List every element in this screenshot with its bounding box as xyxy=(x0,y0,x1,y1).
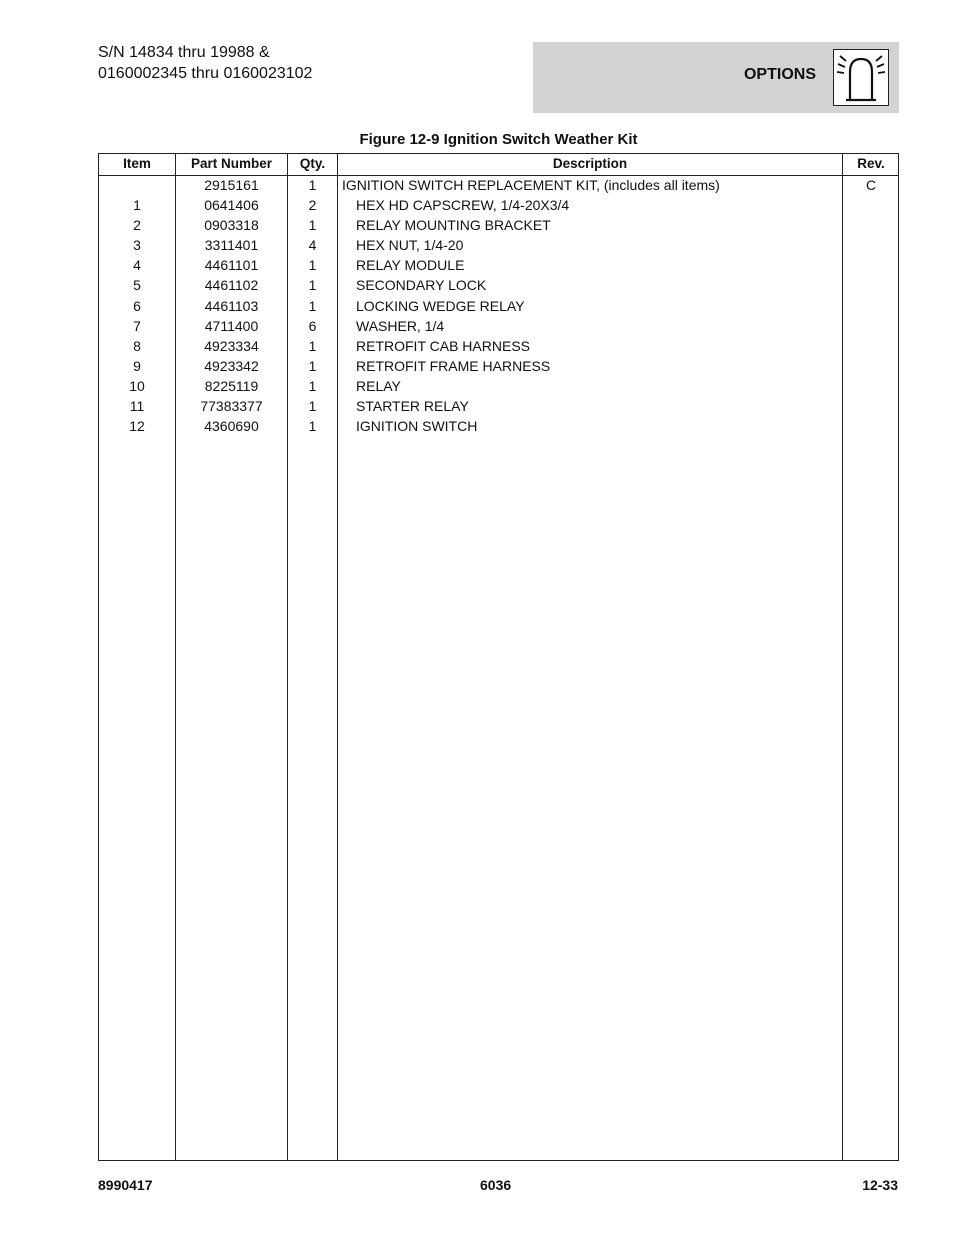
figure-title: Figure 12-9 Ignition Switch Weather Kit xyxy=(359,131,638,148)
cell-item: 6 xyxy=(133,297,141,314)
cell-part-number: 8225119 xyxy=(204,377,259,394)
cell-description: SECONDARY LOCK xyxy=(356,277,487,294)
column-header-item: Item xyxy=(123,156,151,171)
section-banner xyxy=(533,42,899,113)
table-row xyxy=(99,417,898,437)
column-header-rev: Rev. xyxy=(857,156,885,171)
cell-item: 12 xyxy=(129,418,145,435)
cell-item: 4 xyxy=(133,257,141,274)
cell-description: HEX NUT, 1/4-20 xyxy=(356,237,464,254)
table-row xyxy=(99,276,898,296)
footer-manual-number: 8990417 xyxy=(98,1177,153,1193)
cell-part-number: 3311401 xyxy=(204,237,259,254)
cell-description: LOCKING WEDGE RELAY xyxy=(356,297,525,314)
cell-description: RELAY MODULE xyxy=(356,257,465,274)
cell-description: WASHER, 1/4 xyxy=(356,317,445,334)
cell-rev: C xyxy=(865,177,877,193)
table-body xyxy=(99,176,898,437)
table-row xyxy=(99,236,898,256)
cell-description: RELAY MOUNTING BRACKET xyxy=(356,217,551,234)
cell-qty: 6 xyxy=(308,317,317,334)
table-row xyxy=(99,397,898,417)
table-row xyxy=(99,256,898,276)
cell-qty: 1 xyxy=(308,277,317,294)
cell-qty: 1 xyxy=(308,257,317,274)
cell-description: IGNITION SWITCH REPLACEMENT KIT, (includes all items) xyxy=(342,177,720,193)
cell-qty: 1 xyxy=(308,418,317,435)
cell-item: 10 xyxy=(129,377,145,394)
cell-part-number: 4461103 xyxy=(204,297,259,314)
footer-model-number: 6036 xyxy=(480,1177,512,1193)
table-row xyxy=(99,337,898,357)
cell-item: 2 xyxy=(133,217,141,234)
cell-description: STARTER RELAY xyxy=(356,398,469,415)
section-title: OPTIONS xyxy=(743,66,816,83)
cell-part-number: 4360690 xyxy=(204,418,259,435)
serial-range xyxy=(98,42,312,84)
cell-part-number: 4461101 xyxy=(204,257,259,274)
cell-qty: 1 xyxy=(308,377,317,394)
table-row xyxy=(99,196,898,216)
cell-description: RETROFIT CAB HARNESS xyxy=(356,337,530,354)
cell-qty: 1 xyxy=(308,337,317,354)
column-header-qty: Qty. xyxy=(299,156,326,171)
cell-item: 3 xyxy=(133,237,141,254)
cell-part-number: 0641406 xyxy=(204,197,259,214)
cell-part-number: 77383377 xyxy=(200,398,263,415)
cell-item: 5 xyxy=(133,277,141,294)
cell-qty: 1 xyxy=(308,217,317,234)
cell-description: RETROFIT FRAME HARNESS xyxy=(356,357,551,374)
cell-description: HEX HD CAPSCREW, 1/4-20X3/4 xyxy=(356,197,570,214)
table-row xyxy=(99,297,898,317)
cell-item: 7 xyxy=(133,317,141,334)
table-row xyxy=(99,377,898,397)
cell-item: 9 xyxy=(133,357,141,374)
table-row xyxy=(99,216,898,236)
table-row xyxy=(99,176,898,196)
cell-item: 11 xyxy=(129,398,145,415)
cell-qty: 2 xyxy=(308,197,317,214)
cell-part-number: 2915161 xyxy=(204,177,259,193)
table-row xyxy=(99,317,898,337)
cell-part-number: 4923334 xyxy=(204,337,259,354)
column-header-part-number: Part Number xyxy=(190,156,273,171)
footer-page-number: 12-33 xyxy=(862,1177,898,1193)
column-header-description: Description xyxy=(552,156,628,171)
serial-line-2: 0160002345 thru 0160023102 xyxy=(98,65,313,82)
cell-item: 1 xyxy=(133,197,141,214)
cell-part-number: 4461102 xyxy=(204,277,259,294)
cell-part-number: 0903318 xyxy=(204,217,259,234)
table-row xyxy=(99,357,898,377)
cell-qty: 1 xyxy=(308,177,317,193)
cell-description: IGNITION SWITCH xyxy=(356,418,478,435)
cell-qty: 4 xyxy=(308,237,317,254)
cell-qty: 1 xyxy=(308,357,317,374)
serial-line-1: S/N 14834 thru 19988 & xyxy=(98,44,270,61)
cell-part-number: 4711400 xyxy=(204,317,259,334)
cell-item: 8 xyxy=(133,337,141,354)
cell-part-number: 4923342 xyxy=(204,357,259,374)
cell-description: RELAY xyxy=(356,377,401,394)
parts-table xyxy=(98,153,899,1161)
warning-light-icon xyxy=(833,49,889,106)
cell-qty: 1 xyxy=(308,297,317,314)
cell-qty: 1 xyxy=(308,398,317,415)
